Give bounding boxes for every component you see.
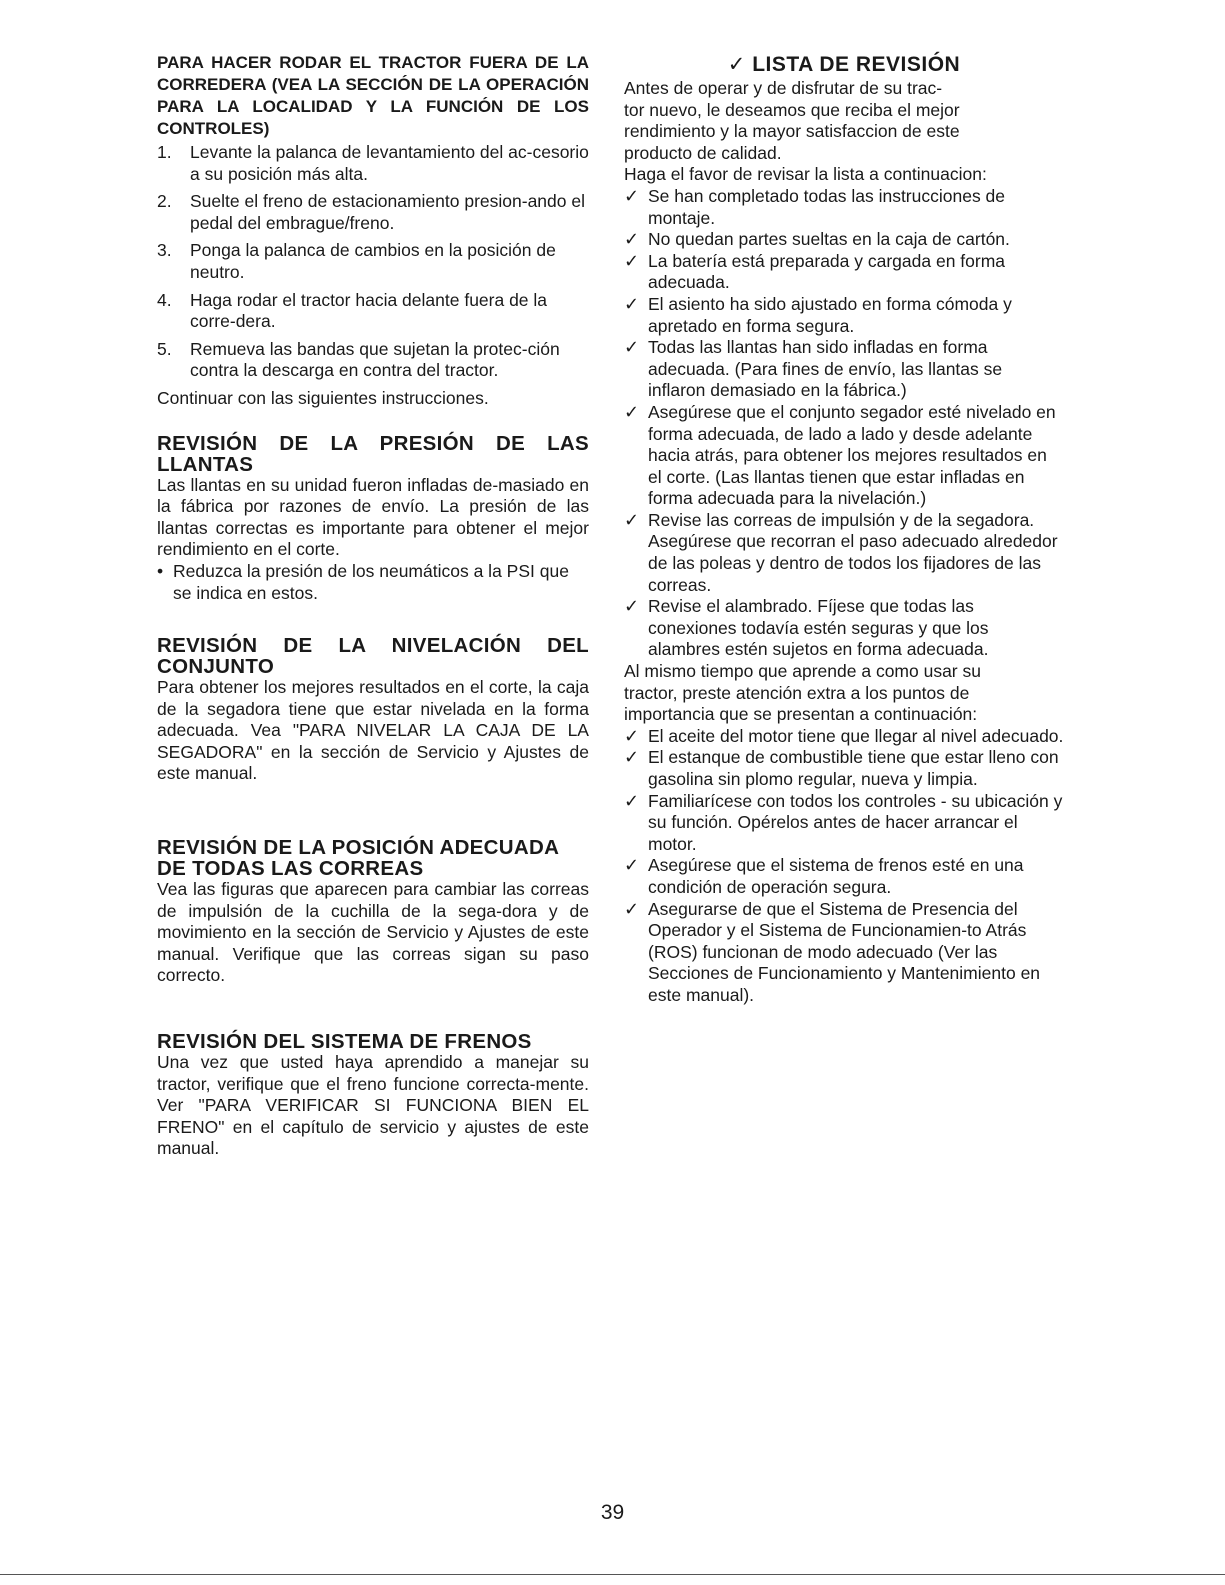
- check-text: Revise las correas de impulsión y de la segadora. Asegúrese que recorran el paso adecuado alrededor de las poleas y dentro de todos los fijadores de las correas.: [648, 509, 1058, 595]
- check-icon: ✓: [624, 747, 640, 768]
- check-text: Asegurarse de que el Sistema de Presencia del Operador y el Sistema de Funcionamien-to Atrás (ROS) funcionan de modo adecuado (Ver las Secciones de Funcionamiento y Mantenimiento en este manual).: [648, 898, 1041, 1005]
- check-icon: ✓: [624, 725, 640, 746]
- check-icon: ✓: [624, 898, 640, 919]
- check-icon: ✓: [624, 293, 640, 314]
- check-text: El aceite del motor tiene que llegar al nivel adecuado.: [648, 725, 1064, 746]
- deck-level-section: [157, 635, 589, 785]
- tire-pressure-body: Las llantas en su unidad fueron infladas de-masiado en la fábrica por razones de envío. La presión de las llantas correctas es importante para obtener el mejor rendimiento en el corte.: [157, 474, 589, 560]
- check-icon: ✓: [624, 250, 640, 271]
- brakes-body: Una vez que usted haya aprendido a manejar su tractor, verifique que el freno funcione correcta-mente. Ver "PARA VERIFICAR SI FUNCIONA BIEN EL FRENO" en el capítulo de servicio y ajustes de este manual.: [157, 1052, 589, 1159]
- continue-note: Continuar con las siguientes instrucciones.: [157, 387, 489, 408]
- step-number: 1.: [157, 142, 172, 162]
- deck-level-body: Para obtener los mejores resultados en el corte, la caja de la segadora tiene que estar nivelada en la forma adecuada. Vea "PARA NIVELAR LA CAJA DE LA SEGADORA" en la sección de Servicio y Ajustes de este manual.: [157, 677, 589, 784]
- list-item: [157, 240, 589, 283]
- check-text: Familiarícese con todos los controles - su ubicación y su función. Opérelos antes de hacer arrancar el motor.: [648, 790, 1063, 854]
- step-number: 2.: [157, 191, 172, 212]
- left-column: [157, 52, 589, 1160]
- list-item: [624, 791, 1064, 856]
- list-item: [624, 337, 1064, 402]
- tire-pressure-section: [157, 433, 589, 605]
- belts-body: Vea las figuras que aparecen para cambiar las correas de impulsión de la cuchilla de la sega-dora y de movimiento en la sección de Servicio y Ajustes de este manual. Verifique que las correas sigan su paso correcto.: [157, 879, 589, 986]
- list-item: [624, 402, 1064, 510]
- page-number: 39: [600, 1501, 625, 1524]
- step-text: Suelte el freno de estacionamiento presion-ando el pedal del embrague/freno.: [190, 191, 585, 233]
- list-item: [624, 747, 1064, 790]
- list-item: [624, 899, 1064, 1007]
- brakes-section: [157, 1031, 589, 1160]
- step-text: Haga rodar el tractor hacia delante fuera de la corre-dera.: [190, 289, 548, 332]
- bullet-icon: •: [157, 560, 164, 581]
- list-item: [624, 726, 1064, 748]
- belts-section: [157, 837, 589, 987]
- check-text: Todas las llantas han sido infladas en forma adecuada. (Para fines de envío, las llantas se inflaron demasiado en la fábrica.): [648, 337, 1003, 401]
- check-icon: ✓: [727, 53, 746, 76]
- step-number: 3.: [157, 240, 172, 261]
- step-text: Remueva las bandas que sujetan la protec-ción contra la descarga en contra del tractor.: [190, 338, 560, 381]
- check-icon: ✓: [624, 229, 640, 250]
- list-item: [624, 186, 1064, 229]
- check-text: Asegúrese que el conjunto segador esté nivelado en forma adecuada, de lado a lado y desde adelante hacia atrás, para obtener los mejores resultados en el corte. (Las llantas tienen que estar infladas en forma adecuada para la nivelación.): [648, 401, 1056, 509]
- check-text: No quedan partes sueltas en la caja de cartón.: [648, 229, 1010, 250]
- list-item: [624, 596, 1064, 661]
- check-icon: ✓: [624, 790, 640, 811]
- checklist-title: LISTA DE REVISIÓN: [752, 53, 961, 76]
- list-item: [624, 251, 1064, 294]
- bullet-text: Reduzca la presión de los neumáticos a la PSI que se indica en estos.: [173, 560, 569, 603]
- check-text: El asiento ha sido ajustado en forma cómoda y apretado en forma segura.: [648, 293, 1012, 336]
- list-item: [157, 290, 589, 333]
- attention-note: Al mismo tiempo que aprende a como usar su tractor, preste atención extra a los puntos de importancia que se presentan a continuación:: [624, 661, 981, 725]
- check-icon: ✓: [624, 596, 640, 617]
- check-text: Revise el alambrado. Fíjese que todas las conexiones todavía estén seguras y que los alambres estén sujetos en forma adecuada.: [648, 596, 989, 660]
- deck-level-heading: REVISIÓN DE LA NIVELACIÓN DEL CONJUNTO: [157, 634, 589, 679]
- step-text: Ponga la palanca de cambios en la posición de neutro.: [190, 240, 556, 282]
- roll-out-title: PARA HACER RODAR EL TRACTOR FUERA DE LA CORREDERA (VEA LA SECCIÓN DE LA OPERACIÓN PARA LA LOCALIDAD Y LA FUNCIÓN DE LOS CONTROLES): [157, 53, 589, 138]
- checklist-items-2: [624, 726, 1064, 1007]
- check-icon: ✓: [624, 337, 640, 358]
- step-number: 5.: [157, 338, 172, 359]
- check-text: Asegúrese que el sistema de frenos esté en una condición de operación segura.: [648, 855, 1024, 897]
- list-item: [624, 294, 1064, 337]
- list-item: [157, 142, 589, 185]
- tire-pressure-heading: REVISIÓN DE LA PRESIÓN DE LAS LLANTAS: [157, 431, 589, 476]
- checklist-items-1: [624, 186, 1064, 661]
- check-icon: ✓: [624, 509, 640, 530]
- check-text: La batería está preparada y cargada en forma adecuada.: [648, 250, 1006, 293]
- list-item: [624, 229, 1064, 251]
- step-number: 4.: [157, 289, 172, 310]
- belts-heading: REVISIÓN DE LA POSICIÓN ADECUADA DE TODAS LAS CORREAS: [157, 836, 559, 881]
- checklist-intro: Antes de operar y de disfrutar de su trac- tor nuevo, le deseamos que reciba el mejor rendimiento y la mayor satisfaccion de este producto de calidad. Haga el favor de revisar la lista a continuacion:: [624, 78, 987, 185]
- check-icon: ✓: [624, 401, 640, 422]
- check-icon: ✓: [624, 185, 640, 206]
- check-icon: ✓: [624, 855, 640, 876]
- list-item: [157, 191, 589, 234]
- check-text: Se han completado todas las instrucciones de montaje.: [648, 185, 1006, 228]
- right-column: [624, 52, 1064, 1007]
- checklist-heading: [624, 52, 1064, 78]
- check-text: El estanque de combustible tiene que estar lleno con gasolina sin plomo regular, nueva y limpia.: [648, 747, 1059, 789]
- tire-pressure-bullet: [157, 561, 589, 604]
- list-item: [624, 855, 1064, 898]
- list-item: [157, 339, 589, 382]
- list-item: [624, 510, 1064, 596]
- step-text: Levante la palanca de levantamiento del ac-cesorio a su posición más alta.: [190, 142, 589, 184]
- brakes-heading: REVISIÓN DEL SISTEMA DE FRENOS: [157, 1030, 532, 1054]
- bottom-divider: [0, 1574, 1225, 1575]
- roll-out-steps: [157, 142, 589, 382]
